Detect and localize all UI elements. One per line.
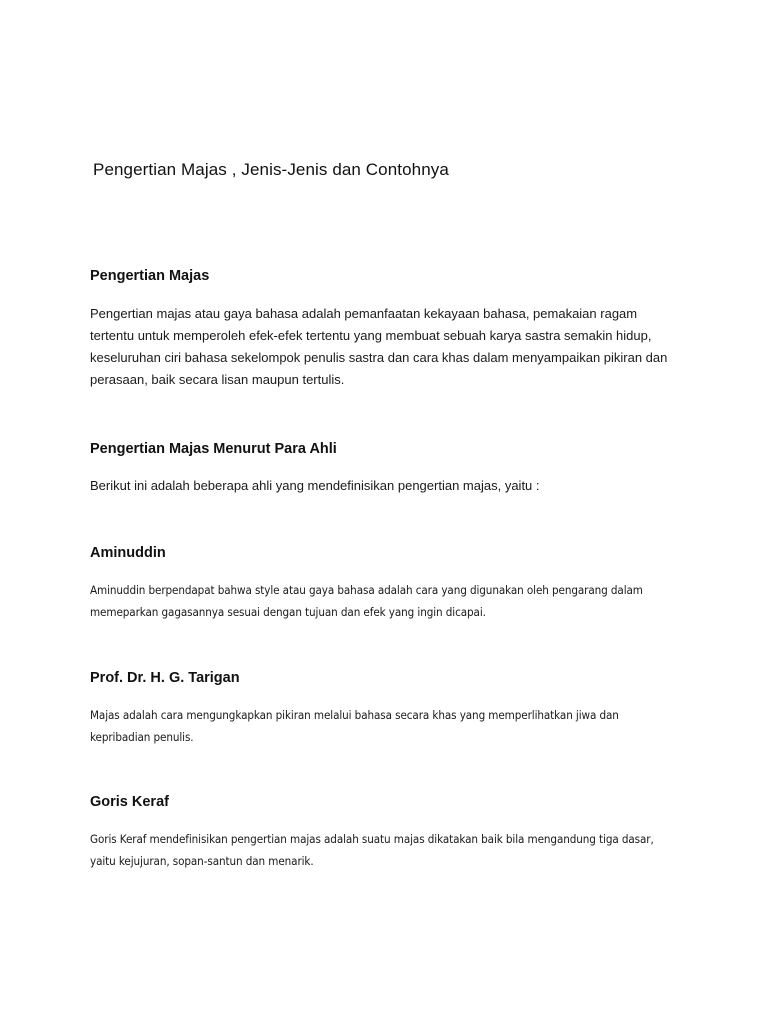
section-paragraph-menurut-para-ahli: Berikut ini adalah beberapa ahli yang mendefinisikan pengertian majas, yaitu : <box>90 478 540 493</box>
section-heading-goris-keraf: Goris Keraf <box>90 794 169 810</box>
document-title: Pengertian Majas , Jenis-Jenis dan Contohnya <box>93 160 449 179</box>
section-paragraph-aminuddin: Aminuddin berpendapat bahwa style atau gaya bahasa adalah cara yang digunakan oleh pengarang dalam memeparkan gagasannya sesuai dengan tujuan dan efek yang ingin dicapai. <box>90 583 643 619</box>
section-paragraph-goris-keraf: Goris Keraf mendefinisikan pengertian majas adalah suatu majas dikatakan baik bila mengandung tiga dasar, yaitu kejujuran, sopan-santun dan menarik. <box>90 832 654 868</box>
section-paragraph-tarigan: Majas adalah cara mengungkapkan pikiran melalui bahasa secara khas yang memperlihatkan jiwa dan kepribadian penulis. <box>90 708 619 744</box>
section-paragraph-pengertian-majas: Pengertian majas atau gaya bahasa adalah pemanfaatan kekayaan bahasa, pemakaian ragam tertentu untuk memperoleh efek-efek tertentu yang membuat sebuah karya sastra semakin hidup, keseluruhan ciri bahasa sekelompok penulis sastra dan cara khas dalam menyampaikan pikiran dan perasaan, baik secara lisan maupun tertulis. <box>90 306 668 387</box>
section-heading-pengertian-majas: Pengertian Majas <box>90 268 210 284</box>
section-heading-menurut-para-ahli: Pengertian Majas Menurut Para Ahli <box>90 441 337 457</box>
section-heading-aminuddin: Aminuddin <box>90 545 166 561</box>
section-heading-tarigan: Prof. Dr. H. G. Tarigan <box>90 670 240 686</box>
